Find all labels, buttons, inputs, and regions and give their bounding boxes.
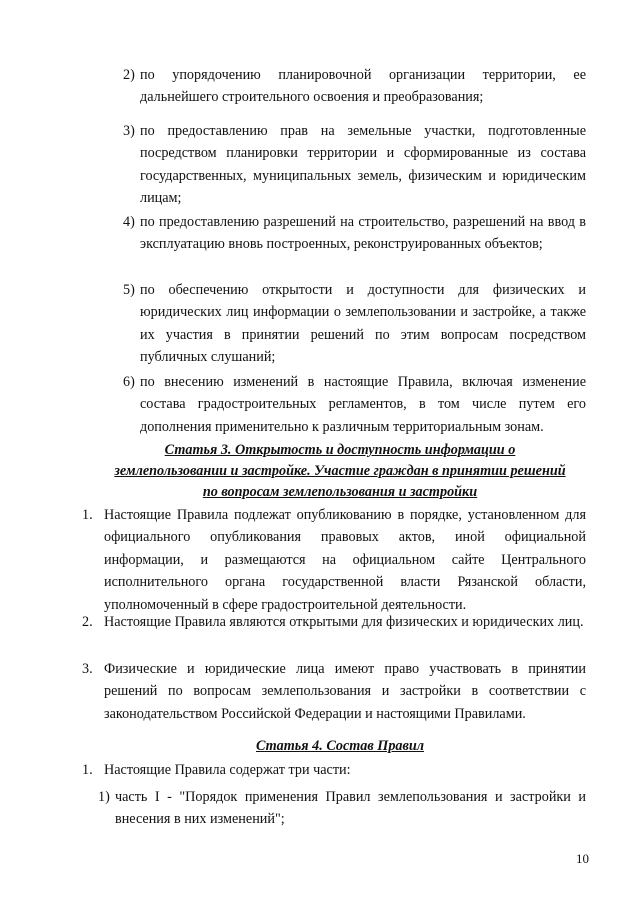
list-item-text: по внесению изменений в настоящие Правила, включая изменение состава градостроительных регламентов, в том числе путем его дополнения применительно к различным территориальным зонам.: [140, 374, 586, 435]
list-item-number: 5): [123, 282, 135, 298]
paragraph-number: 1.: [82, 507, 93, 523]
paragraph-number: 3.: [82, 661, 93, 677]
page-number: 10: [576, 851, 589, 866]
list-item-number: 6): [123, 374, 135, 390]
paragraph-text: Настоящие Правила содержат три части:: [104, 762, 351, 778]
list-item-number: 2): [123, 67, 135, 83]
list-item-number: 3): [123, 123, 135, 139]
article-3-heading-line-2: землепользовании и застройке. Участие граждан в принятии решений: [114, 463, 566, 479]
article-3-heading-line-3: по вопросам землепользования и застройки: [202, 484, 478, 500]
article-4-heading: Статья 4. Состав Правил: [255, 738, 425, 754]
list-item-text: по предоставлению прав на земельные участки, подготовленные посредством планировки территории и сформированные из состава государственных, муниципальных земель, физическим и юридическим лицам;: [140, 123, 586, 207]
list-item-text: по обеспечению открытости и доступности для физических и юридических лиц информации о землепользовании и застройке, а также их участия в принятии решений по этим вопросам посредством публичных слушаний;: [140, 282, 586, 366]
list-item-number: 4): [123, 214, 135, 230]
article-3-heading-line-1: Статья 3. Открытость и доступность информации о: [164, 442, 516, 458]
paragraph-number: 2.: [82, 614, 93, 630]
sublist-item-number: 1): [98, 789, 110, 805]
paragraph-number: 1.: [82, 762, 93, 778]
paragraph-text: Физические и юридические лица имеют право участвовать в принятии решений по вопросам землепользования и застройки в соответствии с законодательством Российской Федерации и настоящими Правилами.: [104, 661, 586, 722]
list-item-text: по предоставлению разрешений на строительство, разрешений на ввод в эксплуатацию вновь построенных, реконструированных объектов;: [140, 214, 586, 253]
sublist-item-text: часть I - "Порядок применения Правил землепользования и застройки и внесения в них изменений";: [115, 789, 586, 828]
paragraph-text: Настоящие Правила подлежат опубликованию в порядке, установленном для официального опубликования правовых актов, иной официальной информации, и размещаются на официальном сайте Центрального исполнительного органа государственной власти Рязанской области, уполномоченный в сфере градостроительной деятельности.: [104, 507, 586, 613]
paragraph-text: Настоящие Правила являются открытыми для физических и юридических лиц.: [104, 614, 584, 630]
list-item-text: по упорядочению планировочной организации территории, ее дальнейшего строительного освоения и преобразования;: [140, 67, 586, 106]
